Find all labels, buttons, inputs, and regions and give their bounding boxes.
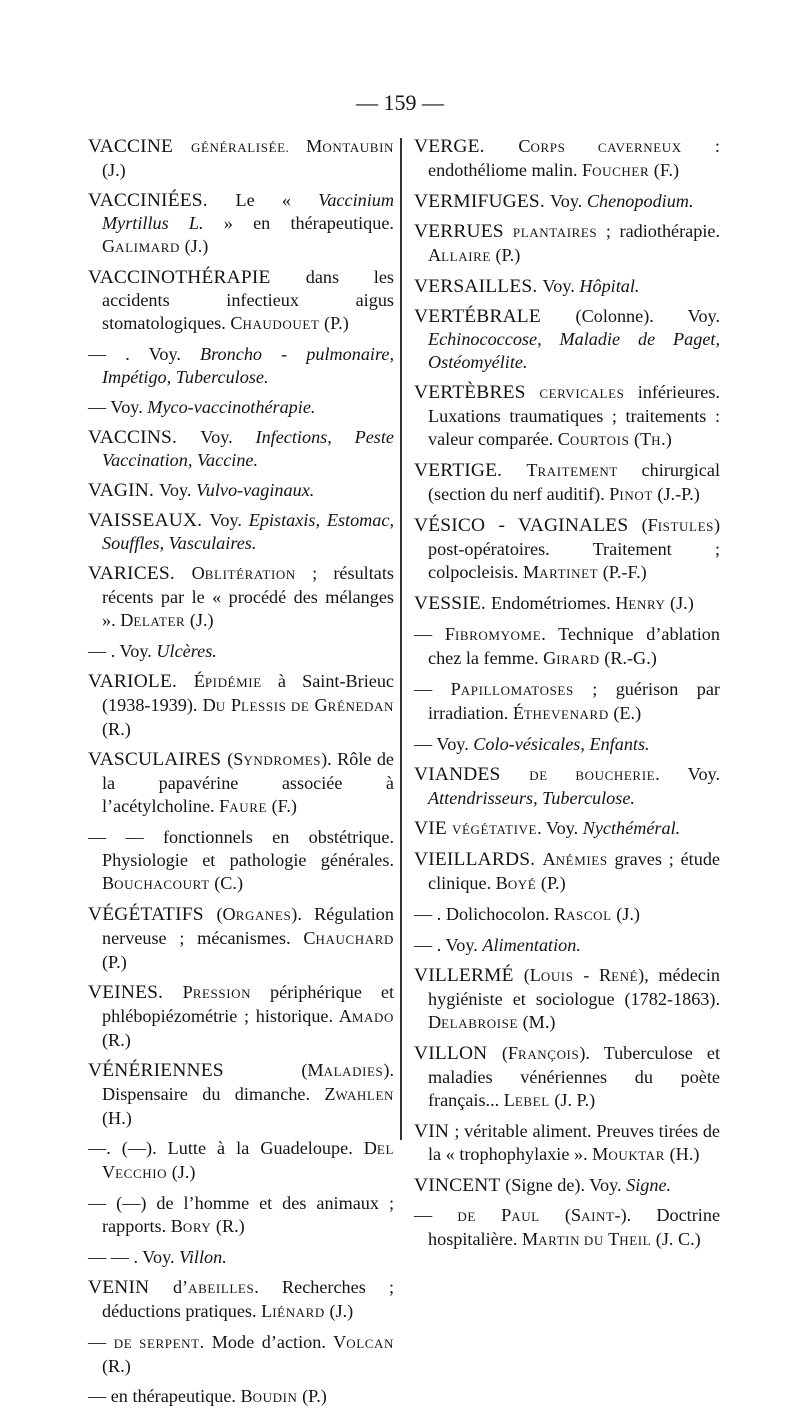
entry-headword: VERMIFUGES.	[414, 191, 550, 212]
entry-headword: VAGIN.	[88, 480, 160, 501]
entry-text: (Signe de). Voy.	[505, 1175, 627, 1195]
entry-reference: Colo-vésicales, Enfants.	[473, 734, 650, 754]
index-entry	[414, 934, 720, 957]
index-entry	[414, 135, 720, 183]
entry-text: GÉNÉRALISÉE.	[190, 140, 307, 155]
entry-text: . Voy.	[537, 818, 583, 838]
index-entry	[88, 1192, 394, 1239]
entry-text: ) post-opératoires. Traitement ; colpocleisis. M	[428, 515, 720, 582]
entry-text: Voy.	[200, 427, 256, 447]
entry-headword: VARICES.	[88, 563, 192, 584]
entry-headword: VESSIE.	[414, 593, 492, 614]
entry-headword: VIE	[414, 818, 452, 839]
entry-text: — — fonctionnels en obstétrique. Physiologie et pathologie générales. B	[88, 827, 394, 893]
entry-text: EL	[376, 1142, 394, 1157]
index-entry	[414, 848, 720, 896]
entry-text: THEVENARD	[523, 707, 609, 722]
entry-text: — . Voy.	[88, 344, 201, 364]
entry-text: DE	[457, 1209, 476, 1224]
entry-text: Voy.	[542, 276, 580, 296]
index-entry	[414, 220, 720, 268]
entry-text: AINT	[581, 1209, 615, 1224]
index-entry	[88, 135, 394, 182]
entry-reference: Signe.	[626, 1175, 672, 1195]
index-entry	[88, 981, 394, 1052]
entry-text: RÉNEDAN	[327, 699, 394, 714]
index-entry	[88, 189, 394, 259]
entry-text: YNDROMES	[243, 753, 322, 768]
index-entry	[88, 426, 394, 472]
entry-text: HAUDOUET	[242, 317, 320, 332]
entry-text: -). Doctrine hospitalière. M	[428, 1205, 721, 1249]
entry-headword: VENIN	[88, 1277, 173, 1298]
entry-text: — en thérapeutique. B	[88, 1386, 253, 1406]
entry-text: ARTIN DU	[538, 1233, 604, 1248]
entry-reference: Nycthéméral.	[582, 818, 681, 838]
entry-text: WAHLEN	[335, 1088, 394, 1103]
index-entry	[414, 1120, 720, 1167]
entry-text: (J.-P.)	[652, 484, 700, 504]
entry-text: ). Dispensaire du dimanche. Z	[102, 1060, 394, 1104]
entry-headword: VÉGÉTATIFS	[88, 904, 217, 925]
entry-text: dans les accidents infectieux aigus stomatologiques. C	[102, 267, 394, 333]
index-entry	[414, 678, 720, 726]
entry-text: OUDIN	[252, 1390, 298, 1405]
entry-headword: VACCINOTHÉRAPIE	[88, 267, 306, 288]
entry-headword: VARIOLE.	[88, 671, 194, 692]
entry-reference: Attendrisseurs, Tuberculose.	[428, 788, 635, 808]
entry-text: (J.)	[167, 1162, 196, 1182]
entry-text: — . Voy.	[88, 641, 157, 661]
entry-text: (P.)	[536, 873, 566, 893]
index-entry	[88, 266, 394, 336]
entry-text: C	[518, 136, 531, 156]
entry-text: (M.)	[518, 1012, 556, 1032]
entry-reference: Ulcères.	[156, 641, 217, 661]
index-entry	[414, 381, 720, 452]
entry-text: (F.)	[267, 796, 297, 816]
entry-text: P	[475, 1205, 512, 1225]
entry-text: graves ; étude clinique. B	[428, 849, 720, 893]
entry-headword: VINCENT	[414, 1175, 506, 1196]
entry-text: HAUCHARD	[315, 932, 394, 947]
index-entry	[88, 343, 394, 389]
entry-text: . Voy.	[655, 764, 721, 784]
entry-text: RANÇOIS	[518, 1047, 580, 1062]
entry-headword: VACCINIÉES.	[88, 190, 236, 211]
entry-text: (P.)	[102, 952, 127, 972]
entry-text: (C.)	[209, 873, 243, 893]
entry-text: inférieures. Luxations traumatiques ; traitements : valeur comparée. C	[428, 382, 720, 449]
entry-text: (E.)	[608, 703, 642, 723]
entry-text: ELATER	[133, 614, 186, 629]
entry-text: RAITEMENT	[537, 464, 618, 479]
index-entry	[414, 190, 720, 213]
index-entry	[88, 903, 394, 974]
index-entry	[414, 763, 720, 810]
entry-text: LESSIS DE	[240, 699, 310, 714]
entry-text: (R.)	[102, 1356, 131, 1376]
entry-text: IBROMYOME	[454, 628, 542, 643]
entry-text: ISTULES	[657, 519, 714, 534]
entry-text: — — . Voy.	[88, 1247, 180, 1267]
entry-text: O	[191, 563, 205, 583]
entry-text: G	[309, 695, 328, 715]
index-entry	[88, 1137, 394, 1185]
entry-headword: VIEILLARDS.	[414, 849, 543, 870]
entry-text: (R.)	[102, 719, 131, 739]
index-entry	[88, 479, 394, 502]
index-entry	[88, 1246, 394, 1269]
index-entry	[414, 903, 720, 927]
entry-headword: VERTÈBRES	[414, 382, 540, 403]
entry-text: ORY	[182, 1220, 212, 1235]
index-entry	[414, 623, 720, 671]
entry-text: (O	[216, 904, 236, 924]
entry-text: É	[193, 671, 205, 691]
index-entry	[88, 670, 394, 741]
entry-text: AUL	[511, 1209, 540, 1224]
entry-headword: VEINES.	[88, 982, 183, 1003]
page-number: — 159 —	[356, 90, 444, 115]
index-entry	[414, 514, 720, 585]
entry-text: — Voy.	[88, 397, 148, 417]
entry-text: MADO	[351, 1010, 394, 1025]
entry-text: (J. C.)	[651, 1229, 701, 1249]
entry-text: (F	[501, 1043, 519, 1063]
entry-headword: VERRUES	[414, 221, 513, 242]
entry-text: P	[225, 695, 241, 715]
entry-text: —	[88, 1332, 114, 1352]
entry-text: OUKTAR	[608, 1148, 666, 1163]
entry-text: (M	[301, 1060, 324, 1080]
entry-text: ENRY	[628, 597, 666, 612]
entry-text: (J.)	[102, 160, 126, 180]
entry-text: — . Voy.	[414, 935, 483, 955]
entry-reference: Hôpital.	[579, 276, 640, 296]
index-entry	[88, 640, 394, 663]
entry-reference: Myco-vaccinothérapie.	[147, 397, 316, 417]
entry-text: (J.)	[324, 1301, 354, 1321]
entry-text: Voy.	[550, 191, 587, 211]
entry-headword: VERSAILLES.	[414, 276, 543, 297]
entry-reference: Broncho - pulmonaire, Impétigo, Tuberculose.	[102, 344, 394, 387]
index-entry	[88, 396, 394, 419]
entry-text: T	[526, 460, 538, 480]
entry-text: BLITÉRATION	[204, 567, 296, 582]
entry-text: T	[603, 1229, 620, 1249]
entry-text: (P.-F.)	[598, 562, 647, 582]
entry-text: (P.)	[297, 1386, 327, 1406]
index-entry	[414, 817, 720, 841]
entry-text: RGANES	[235, 908, 292, 923]
entry-text: (J.)	[665, 593, 694, 613]
entry-text: RESSION	[192, 986, 252, 1001]
entry-text: M	[306, 136, 323, 156]
index-entry	[88, 748, 394, 819]
entry-text: Voy.	[159, 480, 196, 500]
entry-text: (P.)	[490, 245, 521, 265]
entry-text: U	[215, 699, 226, 714]
entry-text: VÉGÉTATIVE	[451, 822, 538, 837]
entry-text: LLAIRE	[441, 249, 491, 264]
entry-text: » en thérapeutique. G	[102, 213, 394, 256]
entry-text: Voy.	[209, 510, 249, 530]
entry-headword: VILLON	[414, 1043, 502, 1064]
entry-text: (R.)	[211, 1216, 245, 1236]
entry-text: ELABROISE	[441, 1016, 519, 1031]
right-column	[414, 135, 720, 1259]
entry-text: (H.)	[665, 1144, 700, 1164]
entry-text: chirurgical (section du nerf auditif). P	[428, 460, 720, 504]
entry-text: DE SERPENT	[113, 1336, 200, 1351]
entry-text: (S	[227, 749, 244, 769]
entry-text: (R.)	[102, 1030, 131, 1050]
entry-headword: VIN	[414, 1121, 455, 1142]
entry-text: périphérique et phlébopiézométrie ; historique. A	[102, 982, 394, 1026]
entry-text: (R.-G.)	[599, 648, 657, 668]
entry-text: DE BOUCHERIE	[529, 768, 656, 783]
entry-text: ONTAUBIN	[322, 140, 394, 155]
index-entry	[414, 305, 720, 374]
entry-text: AURE	[229, 800, 268, 815]
entry-text: CERVICALES	[539, 386, 625, 401]
entry-headword: VIANDES	[414, 764, 530, 785]
entry-reference: Alimentation.	[482, 935, 581, 955]
entry-text: ORPS CAVERNEUX	[530, 140, 682, 155]
entry-reference: Epistaxis, Estomac, Souffles, Vasculaires.	[102, 510, 395, 553]
entry-text: (F	[641, 515, 658, 535]
entry-text: ). Rôle de la papavérine associée à l’acétylcholine. F	[102, 749, 395, 816]
index-entry	[414, 964, 720, 1035]
entry-text: (J. P.)	[549, 1090, 596, 1110]
entry-text: HEIL	[619, 1233, 652, 1248]
entry-text: (L	[523, 965, 541, 985]
entry-text: d’	[172, 1277, 189, 1297]
entry-headword: VERTIGE.	[414, 460, 527, 481]
entry-text: — F	[414, 624, 455, 644]
entry-text: ALIMARD	[115, 240, 181, 255]
entry-reference: Vaccinium Myrtillus L.	[102, 190, 394, 233]
index-entry	[414, 275, 720, 298]
entry-text: ; résultats récents par le « procédé des mélanges ». D	[102, 563, 394, 630]
entry-text: ), médecin hygiéniste et sociologue (1782-1863). D	[428, 965, 720, 1032]
entry-text: — Voy.	[414, 734, 474, 754]
entry-text: (J.)	[185, 610, 214, 630]
entry-reference: Vulvo-vaginaux.	[195, 480, 315, 500]
entry-text: INOT	[619, 488, 653, 503]
entry-text: (Colonne). Voy.	[575, 306, 720, 326]
entry-text: .)	[661, 429, 672, 449]
entry-text: (H.)	[102, 1108, 132, 1128]
index-entry	[414, 592, 720, 616]
entry-headword: VERTÉBRALE	[414, 306, 576, 327]
entry-text: - R	[573, 965, 612, 985]
entry-text: APILLOMATOSES	[460, 683, 574, 698]
entry-text: ALADIES	[323, 1064, 384, 1079]
entry-text: PIDÉMIE	[204, 675, 262, 690]
entry-text: ; véritable aliment. Preuves tirées de la « trophophylaxie ». M	[428, 1121, 720, 1164]
entry-reference: Villon.	[179, 1247, 227, 1267]
entry-text: OUIS	[540, 969, 574, 984]
entry-text: EBEL	[514, 1094, 550, 1109]
index-entry	[88, 1331, 394, 1378]
entry-text: . Technique d’ablation chez la femme. G	[428, 624, 720, 668]
entry-text: OUCHER	[592, 164, 650, 179]
entry-text: PLANTAIRES	[512, 225, 598, 240]
entry-text: ABEILLES	[188, 1281, 255, 1296]
entry-text: — (—) de l’homme et des animaux ; rapports. B	[88, 1193, 394, 1236]
index-entry	[88, 1276, 394, 1324]
entry-text: ENÉ	[611, 969, 639, 984]
entry-reference: Chenopodium.	[586, 191, 694, 211]
entry-text: OYÉ	[507, 877, 537, 892]
index-entry	[88, 509, 394, 555]
entry-reference: Infections, Peste Vaccination, Vaccine.	[102, 427, 394, 470]
index-entry	[88, 562, 394, 633]
entry-text: NÉMIES	[555, 853, 608, 868]
entry-headword: VÉNÉRIENNES	[88, 1060, 302, 1081]
entry-text: OURTOIS	[569, 433, 630, 448]
entry-text: — P	[414, 679, 461, 699]
entry-text: IÉNARD	[272, 1305, 325, 1320]
entry-text: (F.)	[649, 160, 680, 180]
entry-text: ARTINET	[539, 566, 599, 581]
entry-text: (T	[629, 429, 652, 449]
entry-headword: VASCULAIRES	[88, 749, 228, 770]
entry-text: (J.)	[180, 236, 209, 256]
index-entry	[88, 826, 394, 896]
entry-headword: VERGE.	[414, 136, 519, 157]
entry-text: Le «	[235, 190, 319, 210]
entry-text: —. (—). Lutte à la Guadeloupe. D	[88, 1138, 377, 1158]
entry-text: OUCHACOURT	[114, 877, 210, 892]
index-entry	[88, 1385, 394, 1409]
column-divider	[400, 138, 402, 1140]
entry-text: (J.)	[611, 904, 640, 924]
index-entry	[414, 733, 720, 756]
entry-text: — . Dolichocolon. R	[414, 904, 567, 924]
entry-text: : endothéliome malin. F	[428, 136, 720, 180]
entry-headword: VACCINS.	[88, 427, 201, 448]
entry-text: OLCAN	[346, 1336, 394, 1351]
entry-headword: VILLERMÉ	[414, 965, 524, 986]
entry-text: (S	[539, 1205, 582, 1225]
entry-headword: VACCINE	[88, 136, 191, 157]
entry-text: ). Tuberculose et maladies vénériennes du poète français... L	[428, 1043, 720, 1110]
entry-text: . Recherches ; déductions pratiques. L	[102, 1277, 394, 1321]
entry-text: ASCOL	[566, 908, 612, 923]
index-entry	[414, 459, 720, 507]
entry-text: ; radiothérapie. A	[428, 221, 721, 265]
entry-text: —	[414, 1205, 458, 1225]
entry-text: ECCHIO	[115, 1166, 168, 1181]
entry-text: P	[182, 982, 193, 1002]
entry-text: ; guérison par irradiation. É	[428, 679, 720, 723]
entry-reference: Echinococcose, Maladie de Paget, Ostéomyélite.	[428, 329, 720, 372]
entry-text: V	[102, 1162, 116, 1182]
entry-text: H	[651, 433, 662, 448]
left-column	[88, 135, 394, 1416]
entry-text: A	[542, 849, 556, 869]
index-entry	[414, 1204, 720, 1252]
entry-text: Endométriomes. H	[491, 593, 629, 613]
entry-headword: VAISSEAUX.	[88, 510, 210, 531]
entry-headword: VÉSICO - VAGINALES	[414, 515, 642, 536]
index-entry	[88, 1059, 394, 1130]
entry-text: (P.)	[319, 313, 349, 333]
entry-text: . Mode d’action. V	[199, 1332, 347, 1352]
index-entry	[414, 1042, 720, 1113]
index-entry	[414, 1174, 720, 1197]
entry-text: IRARD	[556, 652, 600, 667]
entry-text: ). Régulation nerveuse ; mécanismes. C	[102, 904, 394, 948]
entry-text: à Saint-Brieuc (1938-1939). D	[102, 671, 395, 715]
